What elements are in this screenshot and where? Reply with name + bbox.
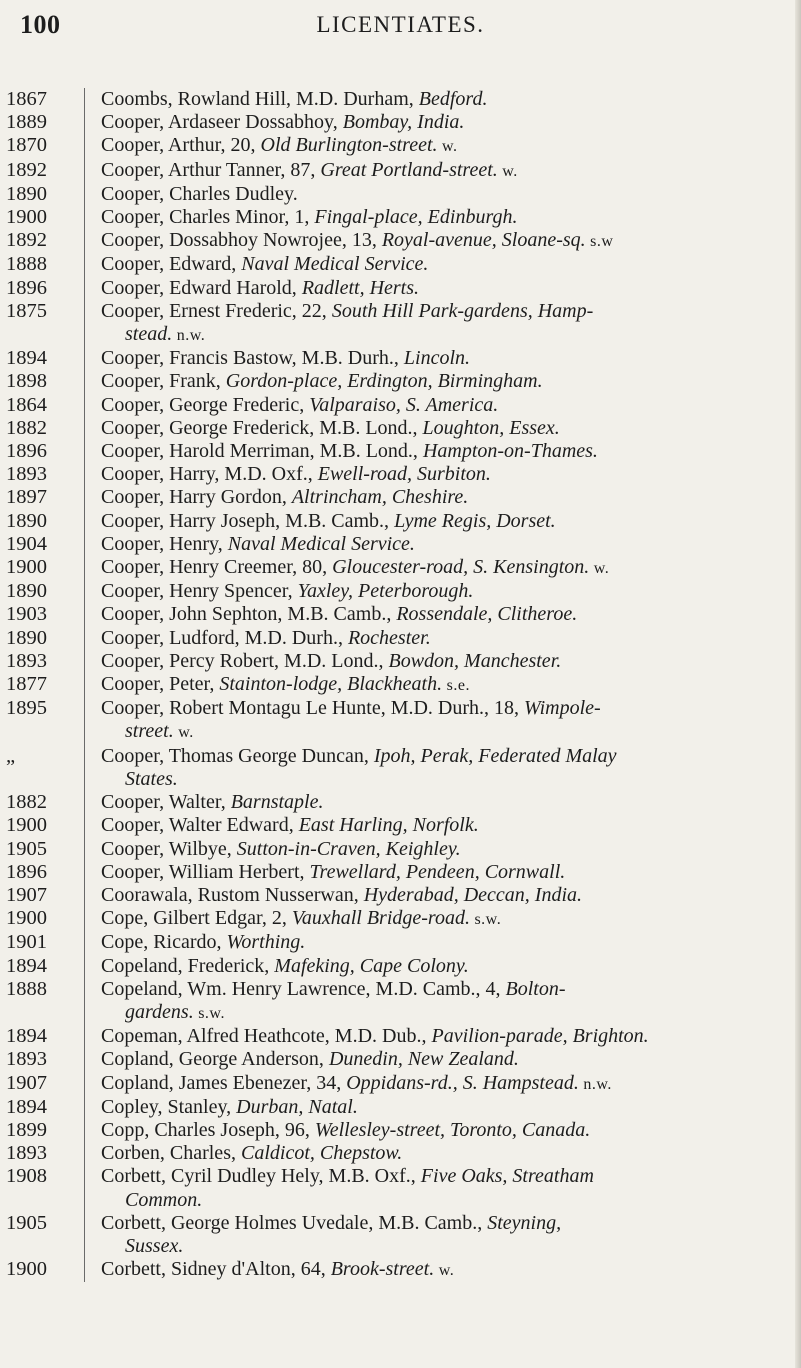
entry-year: 1888 <box>6 253 47 276</box>
entry-name: Cooper, Robert Montagu Le Hunte, M.D. Durh., 18, <box>101 697 525 720</box>
entry-line <box>101 1025 787 1048</box>
entry-row <box>0 861 801 884</box>
entry-name: Cooper, Francis Bastow, M.B. Durh., <box>101 347 404 370</box>
entry-line <box>101 838 787 861</box>
entry-year: 1875 <box>6 299 47 322</box>
entry-year: 1904 <box>6 532 47 555</box>
entry-address: Worthing. <box>226 931 306 954</box>
entry-line <box>101 627 787 650</box>
entry-text <box>84 486 801 509</box>
entry-text <box>84 417 801 440</box>
entry-text <box>84 1165 801 1211</box>
entry-text <box>84 1096 801 1119</box>
entry-address: Bowdon, Manchester. <box>388 649 562 672</box>
entry-year: 1903 <box>6 603 47 626</box>
entry-address: Oppidans-rd., S. Hampstead. <box>346 1071 579 1094</box>
entry-row <box>0 277 801 300</box>
entry-text <box>84 1025 801 1048</box>
entry-year: 1907 <box>6 883 47 906</box>
entry-address: Sutton-in-Craven, Keighley. <box>236 837 461 860</box>
entry-name: Cooper, Thomas George Duncan, <box>101 744 374 767</box>
entry-year: 1882 <box>6 416 47 439</box>
entry-text <box>84 277 801 300</box>
entry-year: 1894 <box>6 1095 47 1118</box>
entry-row <box>0 300 801 347</box>
entry-row <box>0 1212 801 1258</box>
running-head: LICENTIATES. <box>316 12 485 37</box>
entry-address: Wellesley-street, Toronto, Canada. <box>314 1118 591 1141</box>
entry-line <box>101 673 787 697</box>
entry-row <box>0 603 801 626</box>
entry-row <box>0 580 801 603</box>
entry-text <box>84 627 801 650</box>
entry-address: Barnstaple. <box>230 791 324 814</box>
entry-text <box>84 88 801 111</box>
entry-address: Brook-street. <box>330 1258 435 1281</box>
entry-year: 1882 <box>6 791 47 814</box>
entry-address: Ewell-road, Surbiton. <box>317 463 491 486</box>
entry-name: Cooper, Henry Creemer, 80, <box>101 556 333 579</box>
entry-line <box>101 277 787 300</box>
entry-name: Cooper, Walter Edward, <box>101 814 299 837</box>
entry-address: Royal-avenue, Sloane-sq. <box>381 229 586 252</box>
entry-row <box>0 1165 801 1211</box>
entry-continuation-line <box>101 720 787 744</box>
entry-text <box>84 838 801 861</box>
entry-row <box>0 206 801 229</box>
entry-text <box>84 650 801 673</box>
entry-row <box>0 183 801 206</box>
entry-continuation-line <box>101 1001 787 1025</box>
entry-row <box>0 931 801 954</box>
entry-address: Pavilion-parade, Brighton. <box>431 1025 649 1048</box>
entry-text <box>84 1072 801 1096</box>
entry-address: Wimpole- <box>524 697 601 720</box>
entry-name: Cooper, Henry Spencer, <box>101 580 298 603</box>
entry-line <box>101 1072 787 1096</box>
entry-line <box>101 533 787 556</box>
entry-name: Cope, Gilbert Edgar, 2, <box>101 907 292 930</box>
entry-line <box>101 486 787 509</box>
page-number: 100 <box>20 10 61 39</box>
entry-name: Cooper, George Frederick, M.B. Lond., <box>101 416 423 439</box>
entry-year: 1897 <box>6 486 47 509</box>
entry-line <box>101 206 787 229</box>
entry-name: Copeland, Frederick, <box>101 954 275 977</box>
entry-year: „ <box>6 744 16 767</box>
entry-text <box>84 347 801 370</box>
entry-text <box>84 1258 801 1282</box>
entry-line <box>101 229 787 253</box>
entry-name: Cooper, John Sephton, M.B. Camb., <box>101 603 397 626</box>
entry-postal-district: s.w. <box>469 911 502 929</box>
entry-postal-district: w. <box>589 560 610 578</box>
entry-row <box>0 486 801 509</box>
entry-row <box>0 814 801 837</box>
entry-name: Cooper, Harry Joseph, M.B. Camb., <box>101 509 395 532</box>
entry-year: 1893 <box>6 1142 47 1165</box>
entry-address: Vauxhall Bridge-road. <box>291 907 470 930</box>
entry-year: 1905 <box>6 837 47 860</box>
entry-line <box>101 1258 787 1282</box>
entry-line <box>101 697 787 720</box>
entry-year: 1877 <box>6 673 47 696</box>
entry-text <box>84 907 801 931</box>
entry-postal-district: s.w <box>585 233 614 251</box>
entry-address: Loughton, Essex. <box>422 416 560 439</box>
entry-text <box>84 370 801 393</box>
entry-line <box>101 603 787 626</box>
entry-name: Cooper, Ludford, M.D. Durh., <box>101 626 348 649</box>
entry-year: 1892 <box>6 158 47 181</box>
entry-year: 1894 <box>6 954 47 977</box>
entry-address: South Hill Park-gardens, Hamp- <box>331 299 594 322</box>
entry-name: Cope, Ricardo, <box>101 931 227 954</box>
entry-row <box>0 1142 801 1165</box>
entry-text <box>84 603 801 626</box>
entry-name: Cooper, Ardaseer Dossabhoy, <box>101 111 343 134</box>
entry-row <box>0 510 801 533</box>
entry-address: Old Burlington-street. <box>260 134 438 157</box>
entry-name: Cooper, Charles Dudley. <box>101 182 298 205</box>
entry-text <box>84 253 801 276</box>
entry-address: Naval Medical Service. <box>227 532 415 555</box>
entry-name: Copley, Stanley, <box>101 1095 237 1118</box>
entry-year: 1890 <box>6 182 47 205</box>
entry-row <box>0 1119 801 1142</box>
entry-line <box>101 111 787 134</box>
entry-name: Copland, George Anderson, <box>101 1048 329 1071</box>
entry-row <box>0 1096 801 1119</box>
entry-continuation-line <box>101 1235 787 1258</box>
entry-text <box>84 884 801 907</box>
entry-row <box>0 88 801 111</box>
entry-address: Dunedin, New Zealand. <box>328 1048 519 1071</box>
entry-address: Fingal-place, Edinburgh. <box>314 206 518 229</box>
entry-line <box>101 159 787 183</box>
entry-name: Cooper, Arthur, 20, <box>101 134 261 157</box>
entry-address: Rossendale, Clitheroe. <box>396 603 578 626</box>
entry-row <box>0 978 801 1025</box>
entry-name: Cooper, Harry, M.D. Oxf., <box>101 463 318 486</box>
entry-name: Copeman, Alfred Heathcote, M.D. Dub., <box>101 1025 432 1048</box>
entry-address: Caldicot, Chepstow. <box>240 1142 403 1165</box>
entry-address: Steyning, <box>487 1211 562 1234</box>
entry-postal-district: n.w. <box>172 327 206 345</box>
entry-address: Lyme Regis, Dorset. <box>394 509 556 532</box>
entry-row <box>0 1258 801 1282</box>
entry-name: Coorawala, Rustom Nusserwan, <box>101 883 364 906</box>
entry-text <box>84 394 801 417</box>
entry-name: Cooper, Edward Harold, <box>101 276 302 299</box>
entry-year: 1893 <box>6 1048 47 1071</box>
entry-text <box>84 440 801 463</box>
entry-row <box>0 229 801 253</box>
entry-row <box>0 463 801 486</box>
entry-line <box>101 440 787 463</box>
entry-row <box>0 159 801 183</box>
entry-line <box>101 931 787 954</box>
entry-name: Cooper, Charles Minor, 1, <box>101 206 315 229</box>
entry-address: Great Portland-street. <box>320 158 498 181</box>
entry-address: Gordon-place, Erdington, Birmingham. <box>225 370 543 393</box>
entry-address: States. <box>125 767 178 790</box>
entry-text <box>84 580 801 603</box>
entry-address: Yaxley, Peterborough. <box>297 580 474 603</box>
entry-line <box>101 791 787 814</box>
entry-name: Cooper, Peter, <box>101 673 220 696</box>
entry-name: Cooper, Frank, <box>101 370 226 393</box>
entry-text <box>84 745 801 791</box>
entry-row <box>0 907 801 931</box>
entry-name: Cooper, Dossabhoy Nowrojee, 13, <box>101 229 382 252</box>
entry-text <box>84 697 801 744</box>
entry-line <box>101 556 787 580</box>
entry-year: 1900 <box>6 814 47 837</box>
entry-name: Cooper, Walter, <box>101 791 231 814</box>
entry-address: street. <box>125 720 174 743</box>
entry-year: 1892 <box>6 229 47 252</box>
entry-postal-district: w. <box>437 138 458 156</box>
entry-address: Sussex. <box>125 1234 184 1257</box>
entry-postal-district: s.w. <box>193 1004 225 1022</box>
entry-text <box>84 510 801 533</box>
entry-text <box>84 229 801 253</box>
entry-year: 1895 <box>6 697 47 720</box>
entry-name: Corbett, Sidney d'Alton, 64, <box>101 1258 331 1281</box>
entry-row <box>0 697 801 744</box>
entry-row <box>0 253 801 276</box>
entry-address: Naval Medical Service. <box>241 253 429 276</box>
entry-row <box>0 440 801 463</box>
entry-text <box>84 1048 801 1071</box>
entry-row <box>0 111 801 134</box>
entry-line <box>101 88 787 111</box>
entry-line <box>101 300 787 323</box>
entry-line <box>101 580 787 603</box>
entry-year: 1900 <box>6 206 47 229</box>
entry-text <box>84 556 801 580</box>
entry-text <box>84 1142 801 1165</box>
entry-year: 1893 <box>6 463 47 486</box>
entry-name: Cooper, George Frederic, <box>101 393 310 416</box>
entry-text <box>84 1212 801 1258</box>
entry-address: Bedford. <box>418 88 488 110</box>
entry-year: 1890 <box>6 509 47 532</box>
entry-year: 1888 <box>6 977 47 1000</box>
entry-year: 1864 <box>6 393 47 416</box>
entry-text <box>84 791 801 814</box>
entry-year: 1890 <box>6 580 47 603</box>
entry-row <box>0 556 801 580</box>
entry-name: Cooper, Wilbye, <box>101 837 237 860</box>
entry-text <box>84 300 801 347</box>
entry-row <box>0 347 801 370</box>
entry-line <box>101 183 787 206</box>
entry-text <box>84 183 801 206</box>
entry-text <box>84 931 801 954</box>
entry-year: 1890 <box>6 626 47 649</box>
entry-row <box>0 1072 801 1096</box>
licentiates-list <box>0 88 801 1282</box>
entry-row <box>0 650 801 673</box>
entry-line <box>101 1165 787 1188</box>
entry-line <box>101 253 787 276</box>
entry-postal-district: w. <box>173 724 194 742</box>
entry-line <box>101 978 787 1001</box>
entry-name: Corbett, Cyril Dudley Hely, M.B. Oxf., <box>101 1165 421 1188</box>
entry-year: 1889 <box>6 111 47 134</box>
entry-year: 1896 <box>6 276 47 299</box>
entry-line <box>101 814 787 837</box>
entry-year: 1894 <box>6 1025 47 1048</box>
entry-line <box>101 884 787 907</box>
entry-line <box>101 1212 787 1235</box>
entry-row <box>0 673 801 697</box>
entry-address: gardens. <box>125 1000 194 1023</box>
entry-continuation-line <box>101 323 787 347</box>
entry-address: East Harling, Norfolk. <box>298 814 479 837</box>
entry-name: Corben, Charles, <box>101 1142 241 1165</box>
entry-address: Radlett, Herts. <box>301 276 420 299</box>
entry-row <box>0 838 801 861</box>
entry-row <box>0 533 801 556</box>
entry-postal-district: n.w. <box>578 1075 612 1093</box>
entry-text <box>84 159 801 183</box>
entry-year: 1896 <box>6 860 47 883</box>
entry-line <box>101 1048 787 1071</box>
entry-text <box>84 978 801 1025</box>
entry-address: Durban, Natal. <box>236 1095 358 1118</box>
entry-name: Cooper, Harold Merriman, M.B. Lond., <box>101 440 423 463</box>
entry-text <box>84 111 801 134</box>
entry-line <box>101 417 787 440</box>
entry-name: Cooper, Arthur Tanner, 87, <box>101 158 321 181</box>
entry-text <box>84 134 801 158</box>
entry-name: Cooper, William Herbert, <box>101 860 310 883</box>
entry-row <box>0 955 801 978</box>
entry-line <box>101 1142 787 1165</box>
entry-text <box>84 206 801 229</box>
entry-line <box>101 745 787 768</box>
entry-row <box>0 394 801 417</box>
entry-address: Hampton-on-Thames. <box>422 440 598 463</box>
entry-text <box>84 955 801 978</box>
entry-row <box>0 1048 801 1071</box>
entry-year: 1901 <box>6 931 47 954</box>
entry-row <box>0 627 801 650</box>
entry-line <box>101 861 787 884</box>
entry-name: Cooper, Percy Robert, M.D. Lond., <box>101 649 389 672</box>
entry-row <box>0 745 801 791</box>
entry-text <box>84 673 801 697</box>
entry-continuation-line <box>101 768 787 791</box>
entry-name: Cooper, Edward, <box>101 253 242 276</box>
entry-year: 1867 <box>6 88 47 110</box>
entry-line <box>101 1119 787 1142</box>
entry-text <box>84 533 801 556</box>
entry-text <box>84 814 801 837</box>
entry-line <box>101 134 787 158</box>
entry-name: Copland, James Ebenezer, 34, <box>101 1071 347 1094</box>
entry-year: 1900 <box>6 556 47 579</box>
entry-year: 1893 <box>6 649 47 672</box>
entry-row <box>0 884 801 907</box>
entry-line <box>101 650 787 673</box>
entry-row <box>0 417 801 440</box>
entry-name: Corbett, George Holmes Uvedale, M.B. Camb., <box>101 1211 488 1234</box>
entry-year: 1900 <box>6 907 47 930</box>
entry-address: Altrincham, Cheshire. <box>291 486 469 509</box>
entry-name: Cooper, Ernest Frederic, 22, <box>101 299 332 322</box>
entry-text <box>84 861 801 884</box>
entry-address: Stainton-lodge, Blackheath. <box>219 673 443 696</box>
entry-name: Cooper, Henry, <box>101 532 228 555</box>
entry-line <box>101 955 787 978</box>
entry-year: 1908 <box>6 1165 47 1188</box>
entry-line <box>101 907 787 931</box>
entry-line <box>101 463 787 486</box>
entry-line <box>101 347 787 370</box>
entry-name: Copeland, Wm. Henry Lawrence, M.D. Camb., 4, <box>101 977 506 1000</box>
entry-address: Bolton- <box>505 977 566 1000</box>
entry-address: Five Oaks, Streatham <box>420 1165 594 1188</box>
entry-address: Common. <box>125 1188 203 1211</box>
entry-year: 1905 <box>6 1211 47 1234</box>
entry-continuation-line <box>101 1189 787 1212</box>
entry-year: 1907 <box>6 1071 47 1094</box>
entry-address: stead. <box>125 323 173 346</box>
entry-address: Mafeking, Cape Colony. <box>274 954 469 977</box>
entry-row <box>0 791 801 814</box>
entry-line <box>101 1096 787 1119</box>
entry-address: Gloucester-road, S. Kensington. <box>332 556 590 579</box>
entry-postal-district: w. <box>497 162 518 180</box>
entry-postal-district: w. <box>434 1262 455 1280</box>
entry-row <box>0 1025 801 1048</box>
entry-address: Lincoln. <box>403 347 471 370</box>
entry-line <box>101 394 787 417</box>
entry-text <box>84 1119 801 1142</box>
entry-name: Cooper, Harry Gordon, <box>101 486 292 509</box>
entry-address: Rochester. <box>347 626 431 649</box>
entry-year: 1900 <box>6 1258 47 1281</box>
entry-text <box>84 463 801 486</box>
page-edge <box>795 0 801 1368</box>
entry-address: Bombay, India. <box>342 111 465 134</box>
entry-year: 1899 <box>6 1118 47 1141</box>
entry-address: Hyderabad, Deccan, India. <box>363 883 583 906</box>
entry-address: Trewellard, Pendeen, Cornwall. <box>309 860 566 883</box>
entry-row <box>0 134 801 158</box>
entry-address: Valparaiso, S. America. <box>309 393 499 416</box>
entry-postal-district: s.e. <box>442 677 470 695</box>
entry-address: Ipoh, Perak, Federated Malay <box>373 744 617 767</box>
entry-name: Coombs, Rowland Hill, M.D. Durham, <box>101 88 419 110</box>
entry-line <box>101 370 787 393</box>
entry-row <box>0 370 801 393</box>
entry-line <box>101 510 787 533</box>
entry-name: Copp, Charles Joseph, 96, <box>101 1118 315 1141</box>
entry-year: 1870 <box>6 134 47 157</box>
entry-year: 1894 <box>6 347 47 370</box>
entry-year: 1898 <box>6 370 47 393</box>
entry-year: 1896 <box>6 440 47 463</box>
